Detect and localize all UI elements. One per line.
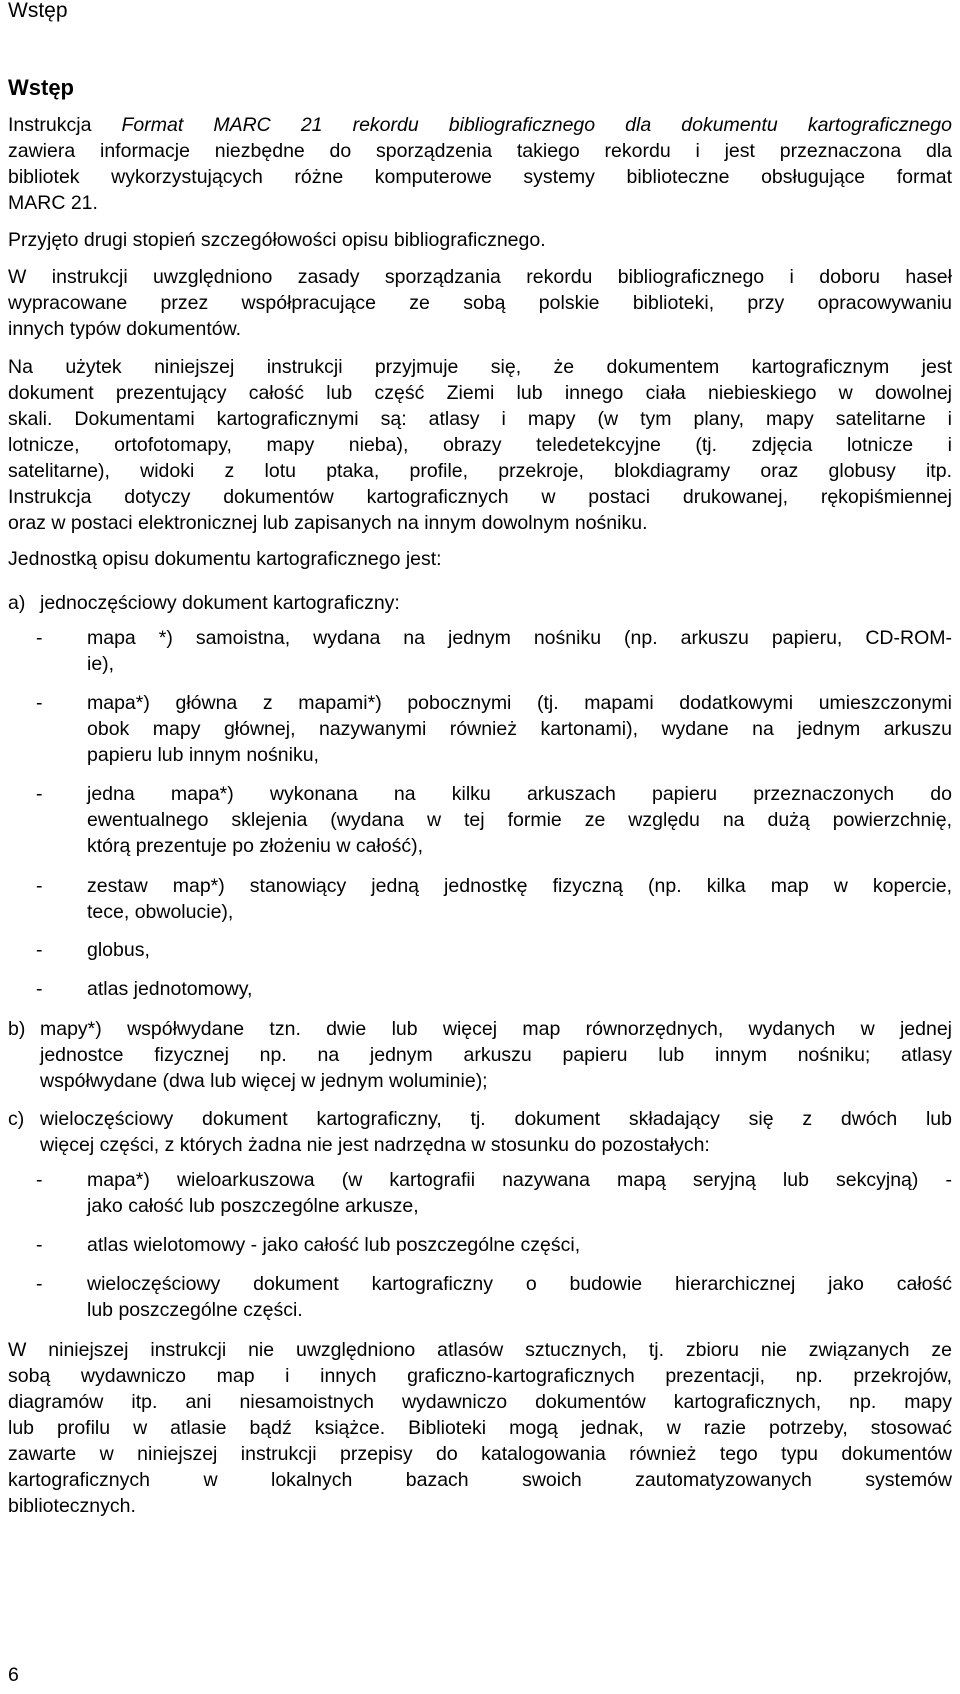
paragraph-rules	[8, 264, 952, 342]
paragraph-line: Instrukcja dotyczy dokumentów kartograficznych w postaci drukowanej, rękopiśmiennej	[8, 486, 952, 508]
list-dash: -	[36, 1169, 43, 1191]
paragraph-final	[8, 1337, 952, 1519]
paragraph-line: skali. Dokumentami kartograficznymi są: atlasy i mapy (w tym plany, mapy satelitarne i	[8, 408, 952, 430]
section-a-text	[40, 590, 952, 616]
list-item-line: mapa *) samoistna, wydana na jednym nośniku (np. arkuszu papieru, CD-ROM-	[87, 627, 952, 649]
paragraph-line: W instrukcji uwzględniono zasady sporządzania rekordu bibliograficznego i doboru haseł	[8, 266, 952, 288]
list-item-line: wieloczęściowy dokument kartograficzny o budowie hierarchicznej jako całość	[87, 1273, 952, 1295]
running-header: Wstęp	[8, 0, 68, 22]
intro-text: Instrukcja	[8, 114, 122, 136]
list-item	[87, 1271, 952, 1323]
list-label-b: b)	[8, 1018, 26, 1040]
document-title: Format MARC 21 rekordu bibliograficznego dla dokumentu kartograficznego	[121, 114, 952, 136]
list-item-line: lub poszczególne części.	[87, 1299, 303, 1321]
list-item-line: globus,	[87, 939, 150, 961]
paragraph-line: sobą wydawniczo map i innych graficzno-kartograficznych prezentacji, np. przekrojów,	[8, 1365, 952, 1387]
paragraph-line: dokument prezentujący całość lub część Ziemi lub innego ciała niebieskiego w dowolnej	[8, 382, 952, 404]
paragraph-line: mapy*) współwydane tzn. dwie lub więcej map równorzędnych, wydanych w jednej	[40, 1018, 952, 1040]
list-item-line: ie),	[87, 653, 115, 675]
list-dash: -	[36, 1234, 43, 1256]
list-item	[87, 873, 952, 925]
list-dash: -	[36, 978, 43, 1000]
list-dash: -	[36, 1273, 43, 1295]
paragraph-line: Na użytek niniejszej instrukcji przyjmuje się, że dokumentem kartograficznym jest	[8, 356, 952, 378]
list-item-line: atlas wielotomowy - jako całość lub poszczególne części,	[87, 1234, 581, 1256]
list-item-line: jedna mapa*) wykonana na kilku arkuszach papieru przeznaczonych do	[87, 783, 952, 805]
paragraph-definition	[8, 354, 952, 536]
list-item-line: mapa*) wieloarkuszowa (w kartografii nazywana mapą seryjną lub sekcyjną) -	[87, 1169, 952, 1191]
paragraph-line: bibliotecznych.	[8, 1495, 136, 1517]
list-item-line: papieru lub innym nośniku,	[87, 744, 319, 766]
list-item-line: jako całość lub poszczególne arkusze,	[87, 1195, 419, 1217]
list-dash: -	[36, 627, 43, 649]
list-item-line: zestaw map*) stanowiący jedną jednostkę fizyczną (np. kilka map w kopercie,	[87, 875, 952, 897]
list-item-line: atlas jednotomowy,	[87, 978, 253, 1000]
paragraph-detail-level	[8, 227, 952, 253]
list-label-c: c)	[8, 1108, 25, 1130]
list-item-line: mapa*) główna z mapami*) pobocznymi (tj. mapami dodatkowymi umieszczonymi	[87, 692, 952, 714]
paragraph-line: satelitarne), widoki z lotu ptaka, profile, przekroje, blokdiagramy oraz globusy itp.	[8, 460, 952, 482]
section-heading: Wstęp	[8, 75, 74, 100]
intro-line: zawiera informacje niezbędne do sporządzenia takiego rekordu i jest przeznaczona dla	[8, 140, 952, 162]
paragraph-line: jednostce fizycznej np. na jednym arkuszu papieru lub innym nośniku; atlasy	[40, 1044, 952, 1066]
paragraph-line: więcej części, z których żadna nie jest nadrzędna w stosunku do pozostałych:	[40, 1134, 710, 1156]
list-item	[87, 1232, 952, 1258]
list-dash: -	[36, 692, 43, 714]
list-label-a: a)	[8, 592, 26, 614]
list-item-line: ewentualnego sklejenia (wydana w tej formie ze względu na dużą powierzchnię,	[87, 809, 952, 831]
intro-line	[8, 112, 952, 138]
list-item	[87, 976, 952, 1002]
list-item	[87, 1167, 952, 1219]
list-dash: -	[36, 939, 43, 961]
page-number: 6	[8, 1664, 19, 1686]
paragraph-line: zawarte w niniejszej instrukcji przepisy do katalogowania również tego typu dokumentów	[8, 1443, 952, 1465]
paragraph-line: innych typów dokumentów.	[8, 318, 242, 340]
list-item	[87, 781, 952, 859]
section-c-text	[40, 1106, 952, 1158]
section-b-text	[40, 1016, 952, 1094]
list-item	[87, 690, 952, 768]
list-item-line: obok mapy głównej, nazywanymi również kartonami), wydane na jednym arkuszu	[87, 718, 952, 740]
paragraph-intro	[8, 112, 952, 216]
paragraph-unit	[8, 546, 952, 572]
paragraph-line: kartograficznych w lokalnych bazach swoich zautomatyzowanych systemów	[8, 1469, 952, 1491]
paragraph-line: wypracowane przez współpracujące ze sobą polskie biblioteki, przy opracowywaniu	[8, 292, 952, 314]
paragraph-line: Przyjęto drugi stopień szczegółowości opisu bibliograficznego.	[8, 229, 546, 251]
list-dash: -	[36, 875, 43, 897]
paragraph-line: oraz w postaci elektronicznej lub zapisanych na innym dowolnym nośniku.	[8, 512, 648, 534]
paragraph-line: W niniejszej instrukcji nie uwzględniono atlasów sztucznych, tj. zbioru nie związanych ze	[8, 1339, 952, 1361]
list-dash: -	[36, 783, 43, 805]
paragraph-line: lub profilu w atlasie bądź książce. Biblioteki mogą jednak, w razie potrzeby, stosować	[8, 1417, 952, 1439]
paragraph-line: współwydane (dwa lub więcej w jednym woluminie);	[40, 1070, 488, 1092]
paragraph-line: wieloczęściowy dokument kartograficzny, tj. dokument składający się z dwóch lub	[40, 1108, 952, 1130]
list-item	[87, 937, 952, 963]
list-item-line: tece, obwolucie),	[87, 901, 234, 923]
paragraph-line: lotnicze, ortofotomapy, mapy nieba), obrazy teledetekcyjne (tj. zdjęcia lotnicze i	[8, 434, 952, 456]
paragraph-line: Jednostką opisu dokumentu kartograficznego jest:	[8, 548, 442, 570]
paragraph-line: jednoczęściowy dokument kartograficzny:	[40, 592, 400, 614]
intro-line: bibliotek wykorzystujących różne komputerowe systemy biblioteczne obsługujące format	[8, 166, 952, 188]
list-item-line: którą prezentuje po złożeniu w całość),	[87, 835, 424, 857]
list-item	[87, 625, 952, 677]
paragraph-line: diagramów itp. ani niesamoistnych wydawniczo dokumentów kartograficznych, np. mapy	[8, 1391, 952, 1413]
intro-line: MARC 21.	[8, 192, 98, 214]
